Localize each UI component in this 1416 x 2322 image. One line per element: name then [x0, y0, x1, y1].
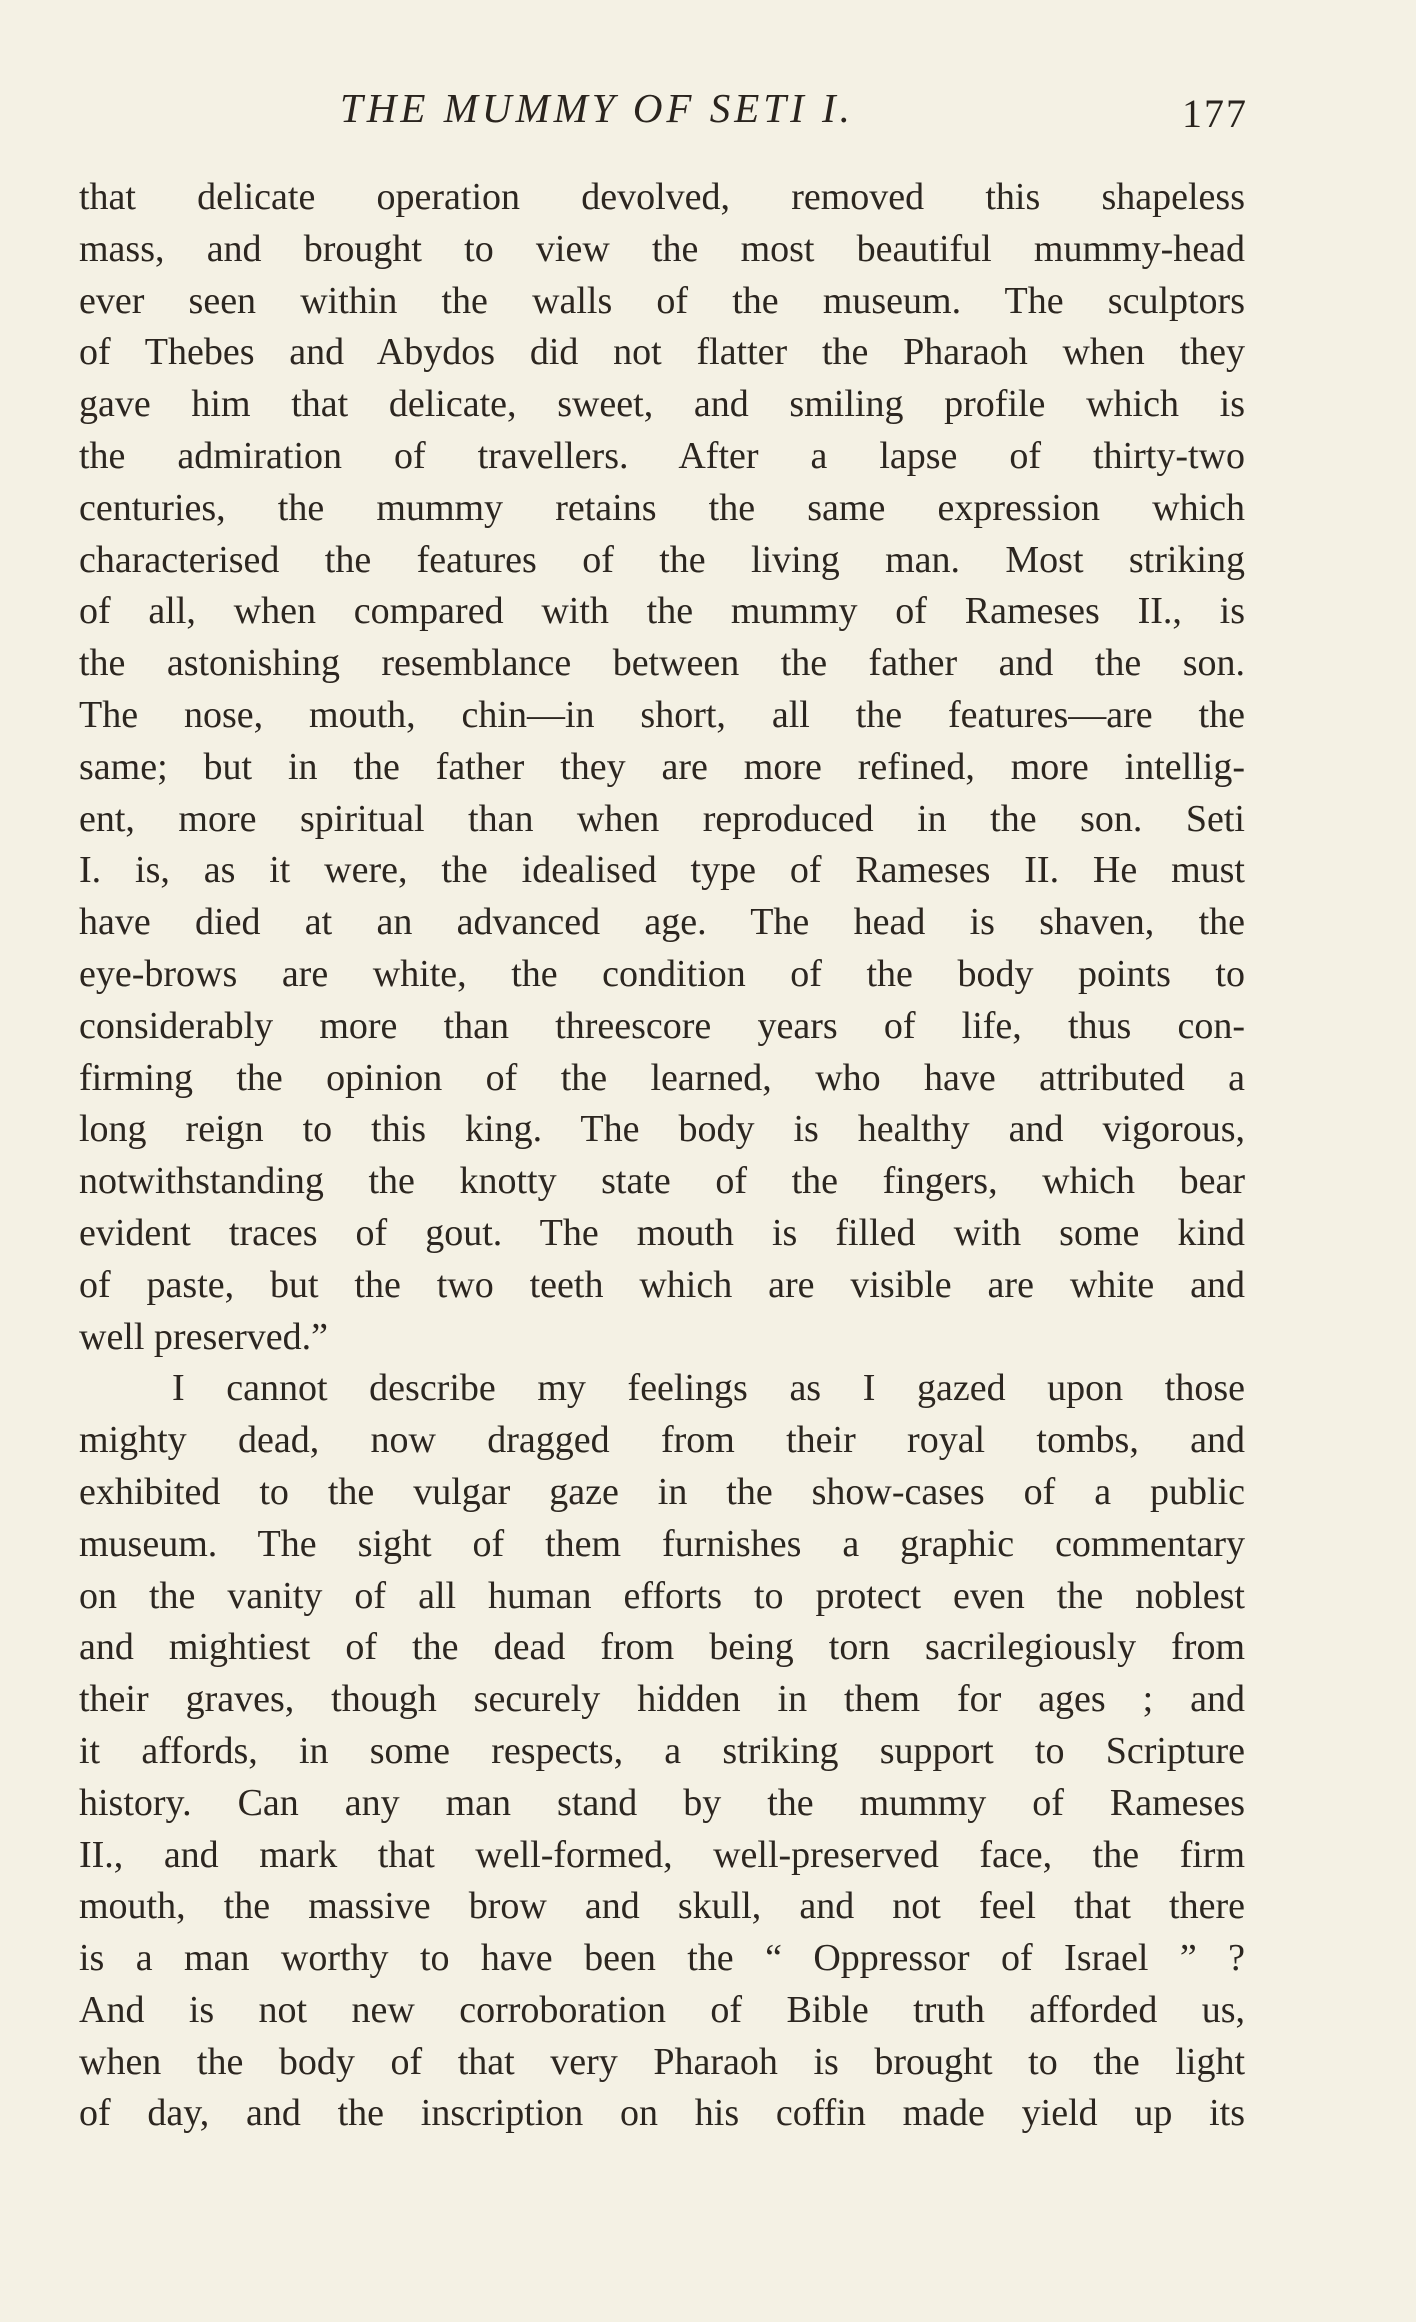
paragraph-end-line: well preserved.”: [79, 1315, 328, 1358]
text-line: The nose, mouth, chin—in short, all the features—are the: [79, 693, 1245, 736]
text-line: that delicate operation devolved, removed this shapeless: [79, 176, 1245, 218]
text-line: the admiration of travellers. After a lapse of thirty-two: [79, 434, 1245, 477]
text-line: on the vanity of all human efforts to protect even the noblest: [79, 1574, 1245, 1617]
text-line: ever seen within the walls of the museum. The sculptors: [79, 279, 1245, 322]
text-line: and mightiest of the dead from being torn sacrilegiously from: [79, 1626, 1245, 1669]
text-line: And is not new corroboration of Bible truth afforded us,: [79, 1988, 1245, 2031]
text-line: firming the opinion of the learned, who have attributed a: [79, 1056, 1245, 1099]
text-line: have died at an advanced age. The head is shaven, the: [79, 901, 1245, 944]
text-line: notwithstanding the knotty state of the fingers, which bear: [79, 1160, 1245, 1203]
text-line: of paste, but the two teeth which are visible are white and: [79, 1263, 1245, 1306]
text-line: centuries, the mummy retains the same expression which: [79, 486, 1245, 529]
text-line: I. is, as it were, the idealised type of Rameses II. He must: [79, 849, 1245, 892]
text-line: mighty dead, now dragged from their royal tombs, and: [79, 1419, 1245, 1462]
text-line: eye-brows are white, the condition of the body points to: [79, 952, 1245, 995]
text-line: characterised the features of the living man. Most striking: [79, 538, 1245, 581]
text-line: evident traces of gout. The mouth is filled with some kind: [79, 1211, 1245, 1254]
running-title: THE MUMMY OF SETI I.: [340, 85, 854, 131]
text-line: gave him that delicate, sweet, and smiling profile which is: [79, 383, 1245, 426]
text-line: exhibited to the vulgar gaze in the show-cases of a public: [79, 1470, 1245, 1513]
text-line: ent, more spiritual than when reproduced in the son. Seti: [79, 797, 1245, 840]
text-line: is a man worthy to have been the “ Oppressor of Israel ” ?: [79, 1937, 1245, 1980]
text-line: of all, when compared with the mummy of Rameses II., is: [79, 590, 1245, 633]
text-line: of Thebes and Abydos did not flatter the Pharaoh when they: [79, 331, 1245, 374]
text-line: the astonishing resemblance between the father and the son.: [79, 642, 1245, 685]
text-line: same; but in the father they are more refined, more intellig-: [79, 745, 1245, 788]
page-number: 177: [1182, 91, 1248, 136]
text-line: museum. The sight of them furnishes a graphic commentary: [79, 1522, 1245, 1565]
text-line: mass, and brought to view the most beautiful mummy-head: [79, 227, 1245, 270]
text-line: it affords, in some respects, a striking support to Scripture: [79, 1729, 1245, 1772]
text-line: long reign to this king. The body is healthy and vigorous,: [79, 1108, 1245, 1151]
text-line: mouth, the massive brow and skull, and not feel that there: [79, 1885, 1245, 1928]
text-line: history. Can any man stand by the mummy of Rameses: [79, 1781, 1245, 1824]
paragraph-first-line: I cannot describe my feelings as I gazed upon those: [172, 1367, 1245, 1410]
text-line: their graves, though securely hidden in them for ages ; and: [79, 1678, 1245, 1721]
text-line: of day, and the inscription on his coffin made yield up its: [79, 2092, 1245, 2135]
text-line: considerably more than threescore years of life, thus con-: [79, 1004, 1245, 1047]
text-line: II., and mark that well-formed, well-preserved face, the firm: [79, 1833, 1245, 1876]
body-text: [79, 172, 1245, 2140]
text-line: when the body of that very Pharaoh is brought to the light: [79, 2040, 1245, 2083]
